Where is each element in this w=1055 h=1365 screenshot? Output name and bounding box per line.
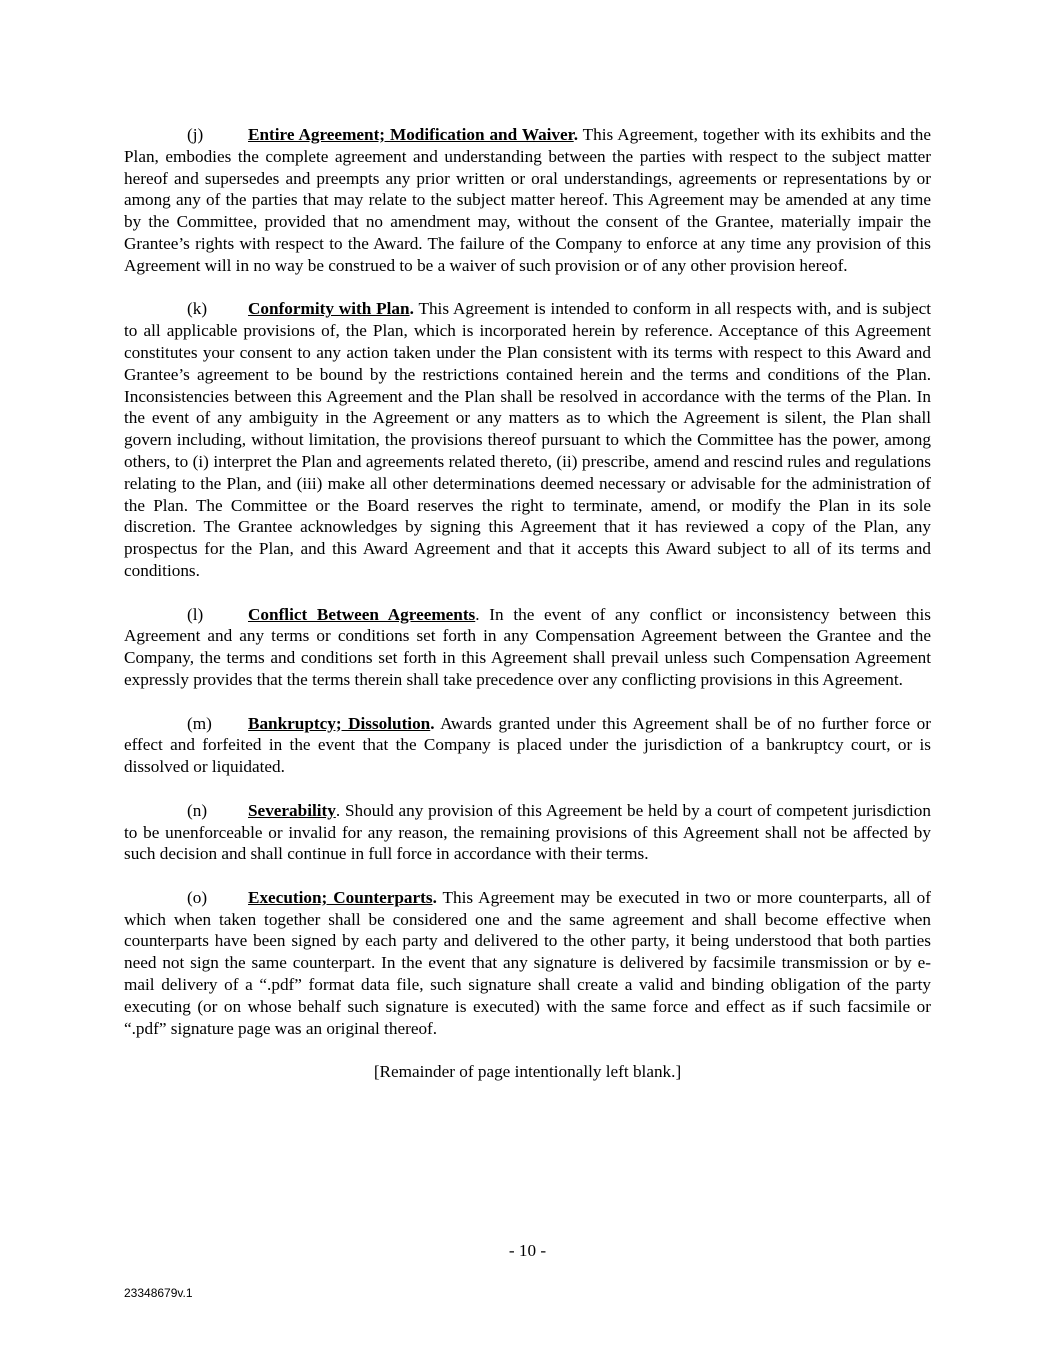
section-number: (n) [187, 800, 208, 820]
section-m [124, 713, 931, 778]
section-number: (j) [187, 125, 204, 144]
section-heading: Severability [248, 800, 336, 820]
section-heading: Execution; Counterparts [248, 887, 433, 907]
section-text: . In the event of any conflict or inconsistency between this Agreement and any terms or conditions set forth in any Compensation Agreement between the Grantee and the Company, the terms and conditions set forth in this Agreement shall prevail unless such Compensation Agreement expressly provides that the terms therein shall take precedence over any conflicting provisions in this Agreement. [124, 604, 931, 689]
section-number: (k) [187, 299, 208, 319]
section-text: Awards granted under this Agreement shall be of no further force or effect and forfeited in the event that the Company is placed under the jurisdiction of a bankruptcy court, or is dissolved or liquidated. [124, 713, 931, 777]
section-heading-punctuation: . [430, 713, 435, 733]
section-text: This Agreement may be executed in two or more counterparts, all of which when taken together shall be considered one and the same agreement and shall become effective when counterparts have been signed by each party and delivered to the other party, it being understood that both parties need not sign the same counterpart. In the event that any signature is delivered by facsimile transmission or by e-mail delivery of a “.pdf” format data file, such signature shall create a valid and binding obligation of the party executing (or on whose behalf such signature is executed) with the same force and effect as if such facsimile or “.pdf” signature page was an original thereof. [124, 887, 931, 1038]
section-heading: Conformity with Plan [248, 299, 410, 319]
page-number: - 10 - [508, 1241, 547, 1260]
section-heading-punctuation: . [432, 887, 437, 907]
section-text: . Should any provision of this Agreement be held by a court of competent jurisdiction to be unenforceable or invalid for any reason, the remaining provisions of this Agreement shall not be affected by such decision and shall continue in full force in accordance with their terms. [124, 800, 931, 864]
section-heading: Entire Agreement; Modification and Waiver [248, 125, 574, 144]
section-l [124, 604, 931, 691]
section-text: This Agreement is intended to conform in all respects with, and is subject to all applicable provisions of, the Plan, which is incorporated herein by reference. Acceptance of this Agreement constitutes your consent to any action taken under the Plan consistent with its terms with respect to this Award and Grantee’s agreement to be bound by the restrictions contained herein and the terms and conditions of the Plan. Inconsistencies between this Agreement and the Plan shall be resolved in accordance with the terms of the Plan. In the event of any ambiguity in the Agreement or any matters as to which the Agreement is silent, the Plan shall govern including, without limitation, the provisions thereof pursuant to which the Committee has the power, among others, to (i) interpret the Plan and agreements related thereto, (ii) prescribe, amend and rescind rules and regulations relating to the Plan, and (iii) make all other determinations deemed necessary or advisable for the administration of the Plan. The Committee or the Board reserves the right to terminate, amend, or modify the Plan in its sole discretion. The Grantee acknowledges by signing this Agreement that it has reviewed a copy of the Plan, any prospectus for the Plan, and this Award Agreement and that it accepts this Award subject to all of its terms and conditions. [124, 299, 931, 580]
section-n [124, 800, 931, 865]
section-number: (o) [187, 887, 208, 907]
document-body [124, 124, 931, 1083]
remainder-note: [Remainder of page intentionally left blank.] [373, 1062, 682, 1082]
section-heading-punctuation: . [409, 299, 414, 319]
section-j [124, 124, 931, 277]
document-id: 23348679v.1 [124, 1286, 193, 1300]
section-number: (m) [187, 713, 212, 733]
section-o [124, 887, 931, 1040]
section-number: (l) [187, 604, 204, 624]
section-k [124, 298, 931, 581]
section-heading-punctuation: . [573, 125, 579, 144]
section-text: This Agreement, together with its exhibits and the Plan, embodies the complete agreement and understanding between the parties with respect to the subject matter hereof and supersedes and preempts any prior written or oral understandings, agreements or representations by or among any of the parties that may relate to the subject matter hereof. This Agreement may be amended at any time by the Committee, provided that no amendment may, without the consent of the Grantee, materially impair the Grantee’s rights with respect to the Award. The failure of the Company to enforce at any time any provision of this Agreement will in no way be construed to be a waiver of such provision or of any other provision hereof. [124, 125, 932, 275]
section-heading: Conflict Between Agreements [248, 604, 476, 624]
section-heading: Bankruptcy; Dissolution [248, 713, 431, 733]
